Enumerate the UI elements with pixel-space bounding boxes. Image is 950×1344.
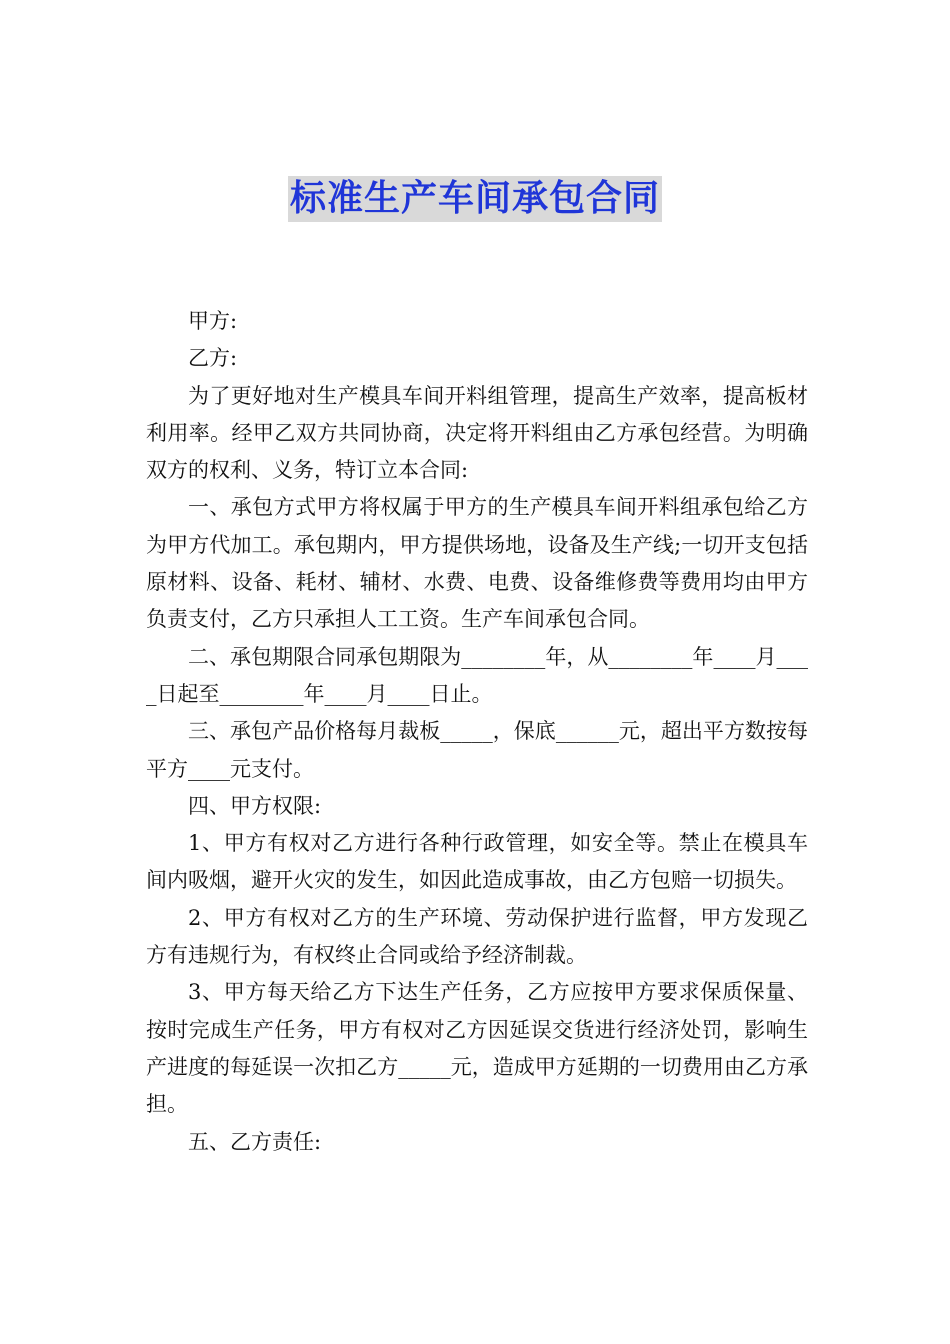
document-body: [146, 303, 808, 1161]
clause-4-item-2: 2、甲方有权对乙方的生产环境、劳动保护进行监督，甲方发现乙方有违规行为，有权终止合同或给予经济制裁。: [146, 905, 808, 968]
clause-3-product-price: 三、承包产品价格每月裁板_____，保底______元，超出平方数按每平方____元支付。: [146, 719, 808, 781]
clause-4-item-3: 3、甲方每天给乙方下达生产任务，乙方应按甲方要求保质保量、按时完成生产任务，甲方有权对乙方因延误交货进行经济处罚，影响生产进度的每延误一次扣乙方_____元，造成甲方延期的一切费用由乙方承担。: [146, 980, 808, 1117]
clause-4-item-1: 1、甲方有权对乙方进行各种行政管理，如安全等。禁止在模具车间内吸烟，避开火灾的发生，如因此造成事故，由乙方包赔一切损失。: [146, 831, 808, 893]
preamble-paragraph: 为了更好地对生产模具车间开料组管理，提高生产效率，提高板材利用率。经甲乙双方共同协商，决定将开料组由乙方承包经营。为明确双方的权利、义务，特订立本合同:: [146, 383, 808, 483]
party-b-line: 乙方:: [188, 346, 238, 371]
clause-4-heading: 四、甲方权限:: [188, 793, 322, 818]
clause-1-contract-method: 一、承包方式甲方将权属于甲方的生产模具车间开料组承包给乙方为甲方代加工。承包期内，甲方提供场地，设备及生产线;一切开支包括原材料、设备、耗材、辅材、水费、电费、设备维修费等费用均由甲方负责支付，乙方只承担人工工资。生产车间承包合同。: [146, 495, 808, 632]
clause-2-contract-term: 二、承包期限合同承包期限为________年，从________年____月____日起至________年____月____日止。: [146, 644, 808, 706]
document-title: 标准生产车间承包合同: [288, 176, 662, 222]
title-block: [0, 176, 950, 222]
party-a-line: 甲方:: [188, 309, 238, 333]
clause-5-heading: 五、乙方责任:: [188, 1129, 322, 1154]
